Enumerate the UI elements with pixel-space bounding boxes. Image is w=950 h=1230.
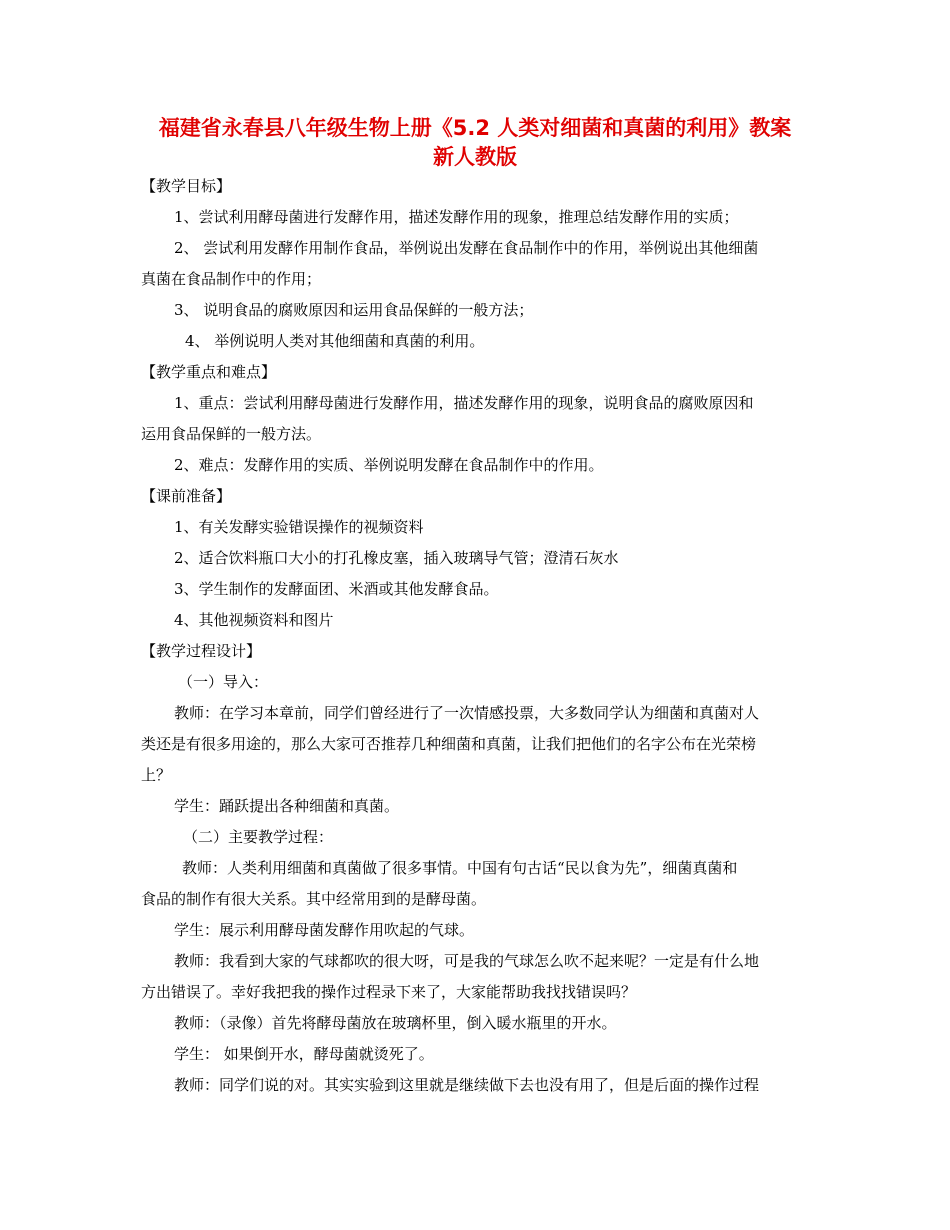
list-item: 2、难点：发酵作用的实质、举例说明发酵在食品制作中的作用。 <box>174 456 604 474</box>
subsection-heading: （一）导入： <box>178 673 269 691</box>
section-heading: 【教学过程设计】 <box>141 642 262 660</box>
paragraph-line: 教师：在学习本章前，同学们曾经进行了一次情感投票，大多数同学认为细菌和真菌对人 <box>174 704 760 722</box>
paragraph-line: 食品的制作有很大关系。其中经常用到的是酵母菌。 <box>141 890 487 908</box>
list-item: 3、学生制作的发酵面团、米酒或其他发酵食品。 <box>174 580 499 598</box>
title-line-2: 新人教版 <box>433 145 517 169</box>
list-item: 1、尝试利用酵母菌进行发酵作用，描述发酵作用的现象，推理总结发酵作用的实质； <box>174 208 739 226</box>
title-line-1: 福建省永春县八年级生物上册《5.2 人类对细菌和真菌的利用》教案 <box>158 116 792 140</box>
list-item: 3、 说明食品的腐败原因和运用食品保鲜的一般方法； <box>174 301 534 319</box>
paragraph-line: 教师：同学们说的对。其实实验到这里就是继续做下去也没有用了，但是后面的操作过程 <box>174 1076 760 1094</box>
paragraph-line: 学生： 如果倒开水，酵母菌就烫死了。 <box>174 1045 434 1063</box>
list-item: 1、重点：尝试利用酵母菌进行发酵作用，描述发酵作用的现象，说明食品的腐败原因和 <box>174 394 754 412</box>
list-item: 2、适合饮料瓶口大小的打孔橡皮塞，插入玻璃导气管；澄清石灰水 <box>174 549 619 567</box>
list-item: 1、有关发酵实验错误操作的视频资料 <box>174 518 424 536</box>
paragraph-line: 教师：我看到大家的气球都吹的很大呀，可是我的气球怎么吹不起来呢？一定是有什么地 <box>174 952 760 970</box>
list-item: 4、 举例说明人类对其他细菌和真菌的利用。 <box>185 332 485 350</box>
subsection-heading: （二）主要教学过程： <box>183 828 334 846</box>
section-heading: 【教学目标】 <box>141 177 232 195</box>
paragraph-line: 学生：踊跃提出各种细菌和真菌。 <box>174 797 400 815</box>
section-heading: 【教学重点和难点】 <box>141 363 277 381</box>
section-heading: 【课前准备】 <box>141 487 232 505</box>
list-item: 2、 尝试利用发酵作用制作食品，举例说出发酵在食品制作中的作用，举例说出其他细菌 <box>174 239 759 257</box>
paragraph-line: 教师：人类利用细菌和真菌做了很多事情。中国有句古话“民以食为先”，细菌真菌和 <box>182 859 738 877</box>
list-item: 4、其他视频资料和图片 <box>174 611 334 629</box>
paragraph-line: 学生：展示利用酵母菌发酵作用吹起的气球。 <box>174 921 475 939</box>
paragraph-line: 教师：（录像）首先将酵母菌放在玻璃杯里，倒入暖水瓶里的开水。 <box>174 1014 617 1032</box>
paragraph-line: 类还是有很多用途的，那么大家可否推荐几种细菌和真菌，让我们把他们的名字公布在光荣榜 <box>141 735 757 753</box>
list-item-continuation: 运用食品保鲜的一般方法。 <box>141 425 322 443</box>
paragraph-line: 方出错误了。幸好我把我的操作过程录下来了，大家能帮助我找找错误吗？ <box>141 983 637 1001</box>
paragraph-line: 上？ <box>141 766 172 784</box>
list-item-continuation: 真菌在食品制作中的作用； <box>141 270 322 288</box>
